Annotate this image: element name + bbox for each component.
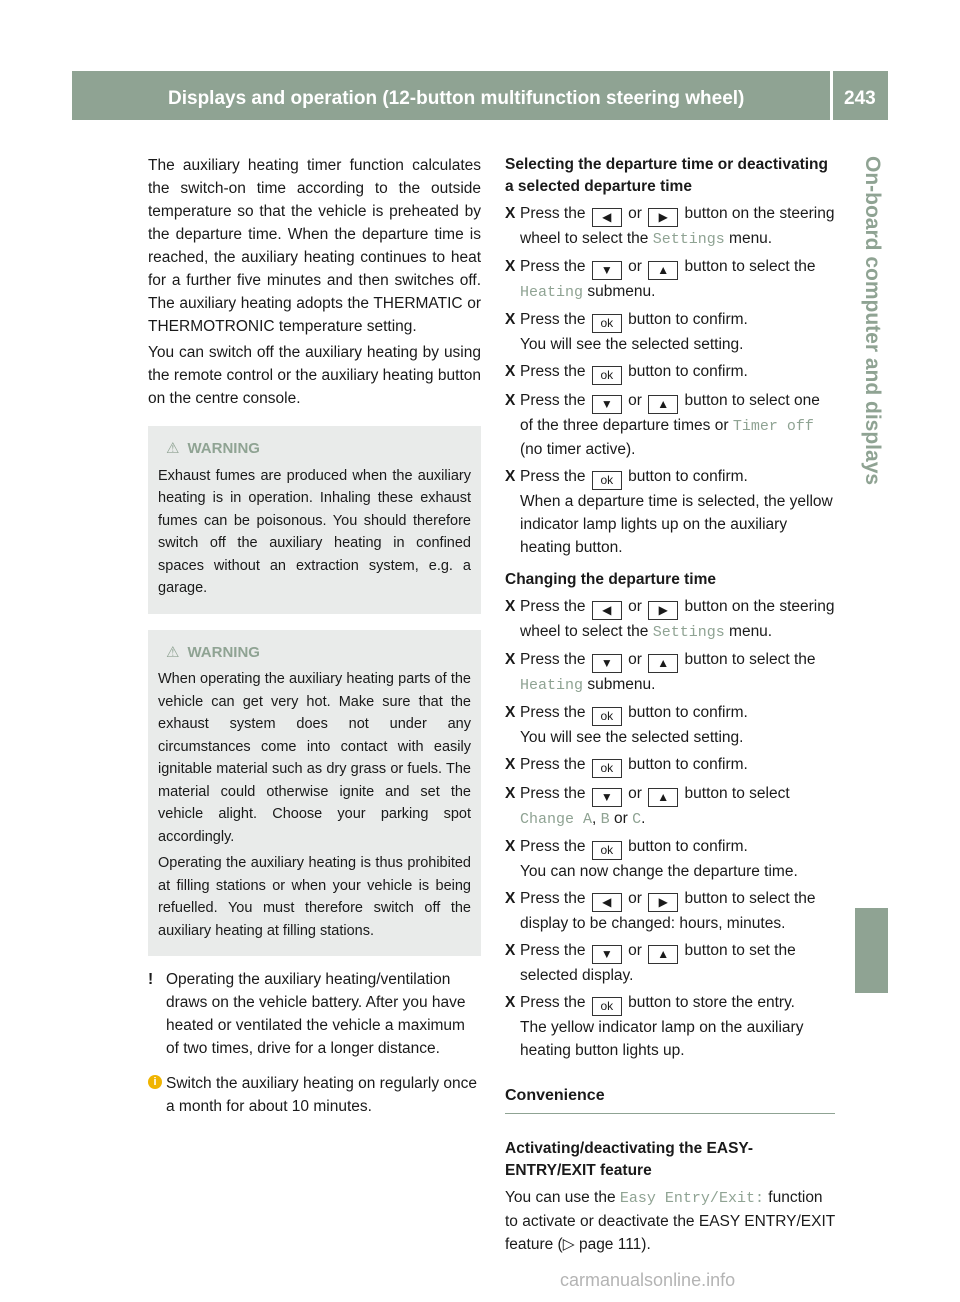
watermark-text: carmanualsonline.info [560, 1270, 736, 1290]
subheading-select-departure: Selecting the departure time or deactivating a selected departure time [505, 156, 828, 195]
step-item: X Press the ok button to confirm. You will see the selected setting. [505, 704, 748, 746]
right-button-icon: ▶ [648, 601, 678, 620]
right-button-icon: ▶ [648, 893, 678, 912]
ok-button-icon: ok [592, 759, 622, 778]
paragraph-easy-entry: You can use the Easy Entry/Exit: function to activate or deactivate the EASY ENTRY/EXIT feature (▷ page 111). [505, 1189, 835, 1253]
note-text: Operating the auxiliary heating/ventilation draws on the vehicle battery. After you have heated or ventilated the vehicle a maximum of two times, drive for a longer distance. [166, 971, 466, 1057]
down-button-icon: ▼ [592, 945, 622, 964]
warning-triangle-icon: ⚠ [166, 440, 180, 457]
step-item: X Press the ◀ or ▶ button on the steering wheel to select the Settings menu. [505, 205, 835, 248]
ok-button-icon: ok [592, 707, 622, 726]
up-button-icon: ▲ [648, 395, 678, 414]
step-item: X Press the ok button to store the entry. The yellow indicator lamp on the auxiliary heating button lights up. [505, 994, 804, 1059]
left-column [148, 154, 481, 1118]
step-item: X Press the ▼ or ▲ button to select one of the three departure times or Timer off (no timer active). [505, 392, 820, 458]
down-button-icon: ▼ [592, 261, 622, 280]
up-button-icon: ▲ [648, 654, 678, 673]
up-button-icon: ▲ [648, 261, 678, 280]
ok-button-icon: ok [592, 841, 622, 860]
left-button-icon: ◀ [592, 893, 622, 912]
info-icon: i [148, 1075, 162, 1089]
warning-text: Exhaust fumes are produced when the auxiliary heating is in operation. Inhaling these exhaust fumes can be poisonous. You should therefore switch off the auxiliary heating in confined spaces without an extraction system, e.g. a garage. [158, 467, 471, 596]
note-text: Switch the auxiliary heating on regularly once a month for about 10 minutes. [166, 1075, 478, 1115]
subheading-easy-entry: Activating/deactivating the EASY-ENTRY/EXIT feature [505, 1140, 754, 1179]
left-button-icon: ◀ [592, 601, 622, 620]
down-button-icon: ▼ [592, 654, 622, 673]
side-tab [854, 156, 890, 626]
step-item: X Press the ◀ or ▶ button to select the display to be changed: hours, minutes. [505, 890, 816, 932]
note-battery [148, 968, 481, 1060]
side-thumb-block [855, 908, 888, 993]
step-item: X Press the ok button to confirm. You can now change the departure time. [505, 838, 798, 880]
ok-button-icon: ok [592, 314, 622, 333]
warning-text: Operating the auxiliary heating is thus prohibited at filling stations or when your vehicle is being refuelled. You must therefore switch off the auxiliary heating at filling stations. [158, 855, 471, 939]
page-number: 243 [844, 88, 876, 109]
page-header-title: Displays and operation (12-button multifunction steering wheel) [168, 88, 745, 109]
subheading-change-departure: Changing the departure time [505, 571, 716, 588]
warning-box-exhaust [148, 426, 481, 614]
right-column [505, 154, 835, 1259]
paragraph-switch-off: You can switch off the auxiliary heating by using the remote control or the auxiliary heating button on the centre console. [148, 344, 481, 407]
down-button-icon: ▼ [592, 788, 622, 807]
up-button-icon: ▲ [648, 788, 678, 807]
right-button-icon: ▶ [648, 208, 678, 227]
exclamation-icon: ! [148, 971, 154, 988]
step-item: X Press the ▼ or ▲ button to select the Heating submenu. [505, 258, 816, 301]
step-item: X Press the ▼ or ▲ button to select the Heating submenu. [505, 651, 816, 694]
warning-heading: ⚠ WARNING [166, 438, 471, 461]
paragraph-timer-function: The auxiliary heating timer function calculates the switch-on time according to the outside temperature so that the vehicle is preheated by the departure time. When the departure time is reached, the auxiliary heating continues to heat for a further five minutes and then switches off. The auxiliary heating adopts the THERMATIC or THERMOTRONIC temperature setting. [148, 157, 481, 335]
ok-button-icon: ok [592, 997, 622, 1016]
down-button-icon: ▼ [592, 395, 622, 414]
warning-box-hot-parts [148, 630, 481, 957]
step-item: X Press the ◀ or ▶ button on the steering wheel to select the Settings menu. [505, 598, 835, 641]
step-item: X Press the ▼ or ▲ button to set the selected display. [505, 942, 796, 984]
up-button-icon: ▲ [648, 945, 678, 964]
ok-button-icon: ok [592, 366, 622, 385]
side-tab-label: On-board computer and displays [861, 156, 884, 486]
step-item: X Press the ok button to confirm. You will see the selected setting. [505, 311, 748, 353]
step-item: X Press the ok button to confirm. [505, 753, 835, 778]
warning-text: When operating the auxiliary heating parts of the vehicle can get very hot. Make sure that the exhaust system does not under any circumstances come into contact with easily ignitable material such as dry grass or fuels. The material could otherwise ignite and set the vehicle alight. Choose your parking spot accordingly. [158, 671, 471, 845]
left-button-icon: ◀ [592, 208, 622, 227]
note-regular-use [148, 1072, 481, 1118]
warning-triangle-icon: ⚠ [166, 643, 180, 661]
ok-button-icon: ok [592, 471, 622, 490]
step-item: X Press the ▼ or ▲ button to select Change A, B or C. [505, 785, 790, 828]
step-item: X Press the ok button to confirm. [505, 360, 835, 385]
step-item: X Press the ok button to confirm. When a departure time is selected, the yellow indicator lamp lights up on the auxiliary heating button. [505, 468, 833, 556]
warning-heading: ⚠ WARNING [166, 642, 471, 665]
header-divider [830, 71, 833, 120]
section-heading-convenience: Convenience [505, 1084, 835, 1114]
